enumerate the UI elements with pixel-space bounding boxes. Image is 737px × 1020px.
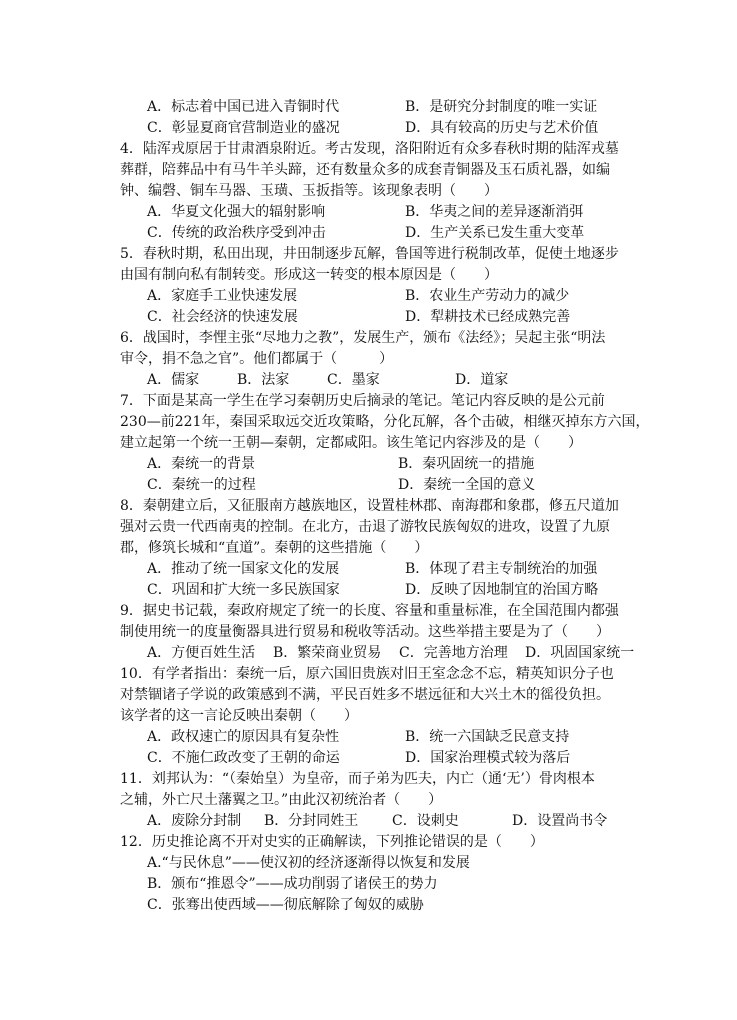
q10-stem-line3: 该学者的这一言论反映出秦朝（ ） (120, 708, 358, 724)
q10-stem-line2: 对禁锢诸子学说的政策感到不满，平民百姓多不堪远征和大兴土木的徭役负担。 (120, 687, 610, 703)
q7-option-a: A．秦统一的背景 (147, 456, 256, 472)
q9-stem-line1: 9．据史书记载，秦政府规定了统一的长度、容量和重量标准，在全国范围内都强 (120, 603, 619, 619)
q3-option-d: D．具有较高的历史与艺术价值 (405, 120, 599, 136)
q5-option-c: C．社会经济的快速发展 (147, 309, 298, 325)
q6-stem-line2: 审令，捐不急之官”。他们都属于（ ） (120, 351, 394, 367)
q6-option-d: D．道家 (455, 372, 509, 388)
q9-option-d: D．巩固国家统一 (525, 645, 635, 661)
q4-option-a: A．华夏文化强大的辐射影响 (147, 204, 326, 220)
q7-stem-line3: 建立起第一个统一王朝—秦朝，定都咸阳。该生笔记内容涉及的是（ ） (120, 435, 582, 451)
q7-option-d: D．秦统一全国的意义 (398, 477, 536, 493)
q4-option-b: B．华夷之间的差异逐渐消弭 (405, 204, 584, 220)
q9-option-a: A．方便百姓生活 (147, 645, 256, 661)
q5-option-a: A．家庭手工业快速发展 (147, 288, 298, 304)
q4-stem-line3: 钟、编磬、铜车马器、玉璜、玉扳指等。该现象表明（ ） (120, 183, 498, 199)
q5-stem-line2: 由国有制向私有制转变。形成这一转变的根本原因是（ ） (120, 267, 498, 283)
q11-option-a: A．废除分封制 (147, 813, 242, 829)
q10-stem-line1: 10．有学者指出：秦统一后，原六国旧贵族对旧王室念念不忘，精英知识分子也 (120, 666, 614, 682)
q9-option-c: C．完善地方治理 (399, 645, 508, 661)
q10-option-c: C．不施仁政改变了王朝的命运 (147, 750, 340, 766)
q5-stem-line1: 5．春秋时期，私田出现，井田制逐步瓦解，鲁国等进行税制改革，促使土地逐步 (120, 246, 619, 262)
q10-option-b: B．统一六国缺乏民意支持 (405, 729, 570, 745)
q12-option-b: B．颁布“推恩令”——成功削弱了诸侯王的势力 (147, 876, 438, 892)
q7-option-b: B．秦巩固统一的措施 (398, 456, 535, 472)
q3-option-c: C．彰显夏商官营制造业的盛况 (147, 120, 340, 136)
q11-option-d: D．设置尚书令 (512, 813, 608, 829)
q8-option-c: C．巩固和扩大统一多民族国家 (147, 582, 340, 598)
q8-option-b: B．体现了君主专制统治的加强 (405, 561, 598, 577)
q3-option-a: A．标志着中国已进入青铜时代 (147, 99, 340, 115)
q11-stem-line2: 之辅，外亡尺土藩翼之卫。”由此汉初统治者（ ） (120, 792, 443, 808)
q8-option-d: D．反映了因地制宜的治国方略 (405, 582, 599, 598)
q8-stem-line1: 8．秦朝建立后，又征服南方越族地区，设置桂林郡、南海郡和象郡，修五尺道加 (120, 498, 619, 514)
q6-option-a: A．儒家 (147, 372, 200, 388)
q4-option-d: D．生产关系已发生重大变革 (405, 225, 585, 241)
q8-stem-line3: 郡，修筑长城和“直道”。秦朝的这些措施（ ） (120, 540, 429, 556)
q4-stem-line2: 葬群，陪葬品中有马牛羊头蹄，还有数量众多的成套青铜器及玉石质礼器，如编 (120, 162, 610, 178)
q11-option-b: B．分封同姓王 (264, 813, 359, 829)
q6-option-b: B．法家 (237, 372, 290, 388)
q11-option-c: C．设刺史 (392, 813, 459, 829)
q4-option-c: C．传统的政治秩序受到冲击 (147, 225, 326, 241)
q8-stem-line2: 强对云贵一代西南夷的控制。在北方，击退了游牧民族匈奴的进攻，设置了九原 (120, 519, 610, 535)
q5-option-b: B．农业生产劳动力的减少 (405, 288, 570, 304)
q12-option-c: C．张骞出使西域——彻底解除了匈奴的威胁 (147, 897, 424, 913)
q6-option-c: C．墨家 (327, 372, 380, 388)
q9-option-b: B．繁荣商业贸易 (273, 645, 382, 661)
q8-option-a: A．推动了统一国家文化的发展 (147, 561, 340, 577)
q11-stem-line1: 11．刘邦认为：“（秦始皇）为皇帝，而子弟为匹夫，内亡（通‘无’）骨肉根本 (120, 771, 595, 787)
q7-stem-line2: 230—前221年，秦国采取远交近攻策略，分化瓦解，各个击破，相继灭掉东方六国， (120, 414, 650, 430)
q12-stem: 12．历史推论离不开对史实的正确解读，下列推论错误的是（ ） (120, 834, 544, 850)
q4-stem-line1: 4．陆浑戎原居于甘肃酒泉附近。考古发现，洛阳附近有众多春秋时期的陆浑戎墓 (120, 141, 619, 157)
q10-option-d: D．国家治理模式较为落后 (405, 750, 571, 766)
q7-option-c: C．秦统一的过程 (147, 477, 256, 493)
q10-option-a: A．政权速亡的原因具有复杂性 (147, 729, 340, 745)
q9-stem-line2: 制使用统一的度量衡器具进行贸易和税收等活动。这些举措主要是为了（ ） (120, 624, 610, 640)
q3-option-b: B．是研究分封制度的唯一实证 (405, 99, 598, 115)
q12-option-a: A.“与民休息”——使汉初的经济逐渐得以恢复和发展 (147, 855, 470, 871)
q7-stem-line1: 7．下面是某高一学生在学习秦朝历史后摘录的笔记。笔记内容反映的是公元前 (120, 393, 605, 409)
q6-stem-line1: 6．战国时，李悝主张“尽地力之教”，发展生产，颁布《法经》；吴起主张“明法 (120, 330, 606, 346)
q5-option-d: D．犁耕技术已经成熟完善 (405, 309, 571, 325)
